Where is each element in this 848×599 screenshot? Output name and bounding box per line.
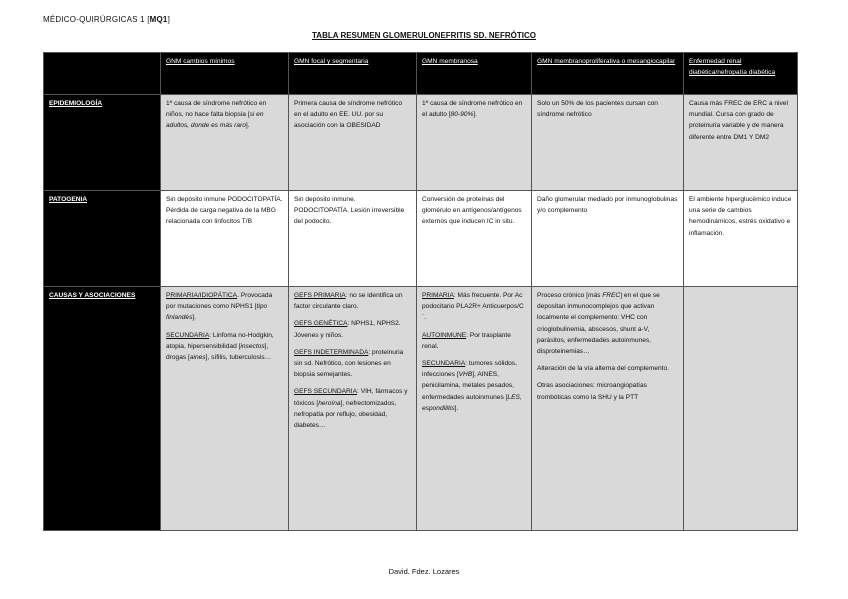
table-cell: 1ª causa de síndrome nefrótico en el adulto [80-90%]. (417, 95, 532, 191)
table-cell (161, 287, 289, 531)
course-code: MQ1 (149, 15, 168, 24)
corner-cell (44, 53, 161, 95)
table-cell: El ambiente hiperglucémico induce una serie de cambios hemodinámicos, estrés oxidativo e inflamación. (684, 191, 798, 287)
table-cell (684, 287, 798, 531)
column-header: GNM cambios mínimos (161, 53, 289, 95)
column-header: GMN focal y segmentaria (289, 53, 417, 95)
row-header: PATOGENIA (44, 191, 161, 287)
paragraph: Otras asociaciones: microangiopatías trombóticas como la SHU y la PTT (537, 382, 647, 401)
row-header: EPIDEMIOLOGÍA (44, 95, 161, 191)
table-row-causas (44, 287, 798, 531)
course-prefix: MÉDICO-QUIRÚRGICAS 1 [ (43, 15, 150, 24)
paragraph: AUTOINMUNE: Por trasplante renal. (422, 331, 511, 350)
paragraph: Proceso crónico [más FREC] en el que se depositan inmunocomplejos que activan localmente el complemento: VHC con crioglobulinemia, abscesos, shunt a-V, parásitos, enfermedades autoinmunes, disproteinemias… (537, 292, 660, 356)
column-header: GMN membranosa (417, 53, 532, 95)
table-cell (417, 287, 532, 531)
row-header: CAUSAS Y ASOCIACIONES (44, 287, 161, 531)
course-header (43, 15, 170, 24)
column-header: Enfermedad renal diabética/nefropatía diabética (684, 53, 798, 95)
paragraph: GEFS GENÉTICA: NPHS1, NPHS2. Jóvenes y niños. (294, 320, 401, 339)
summary-table (43, 52, 798, 531)
footer-author: David. Fdez. Lozares (388, 567, 460, 576)
table-cell: Solo un 50% de los pacientes cursan con síndrome nefrótico (532, 95, 684, 191)
table-cell: Conversión de proteínas del glomérulo en antígenos/antígenos externos que inducen IC in situ. (417, 191, 532, 287)
page-title: TABLA RESUMEN GLOMERULONEFRITIS SD. NEFRÓTICO (312, 31, 536, 40)
table-cell: Sin depósito inmune PODOCITOPATÍA. Pérdida de carga negativa de la MBG relacionada con linfocitos T/B (161, 191, 289, 287)
table-cell: Sin depósito inmune. PODOCITOPATÍA. Lesión irreversible del podocito. (289, 191, 417, 287)
paragraph: Alteración de la vía alterna del complemento. (537, 365, 669, 373)
table-cell: Daño glomerular mediado por inmunoglobulinas y/o complemento (532, 191, 684, 287)
paragraph: SECUNDARIA: Linfoma no-Hodgkin, atopia, hipersensibilidad [insectos], drogas [aines], sífilis, tuberculosis… (166, 331, 274, 362)
paragraph: SECUNDARIA: tumores sólidos, infecciones [VHB], AINES, penicilamina, metales pesados, enfermedades autoinmunes [LES, espondilitis]. (422, 360, 522, 412)
table-cell: Causa más FREC de ERC a nivel mundial. Cursa con grado de proteinuria variable y de manera diferente entre DM1 Y DM2 (684, 95, 798, 191)
paragraph: PRIMARIA: Más frecuente. Por Ac podocitario PLA2R+ Anticuerpos/C´. (422, 292, 524, 322)
paragraph: GEFS SECUNDARIA: VIH, fármacos y tóxicos [heroína], nefrectomizados, nefropatía por reflujo, obesidad, diabetes… (294, 388, 408, 430)
table-row-epidemiologia (44, 95, 798, 191)
table-header-row (44, 53, 798, 95)
paragraph: GEFS INDETERMINADA: proteinuria sin sd. Nefrótico, con lesiones en biopsia semejantes. (294, 348, 404, 379)
table-cell (532, 287, 684, 531)
paragraph: GEFS PRIMARIA: no se identifica un factor circulante claro. (294, 292, 403, 311)
table-cell: 1ª causa de síndrome nefrótico en niños, no hace falta biopsia [si en adultos, donde es más raro]. (161, 95, 289, 191)
table-cell (289, 287, 417, 531)
paragraph: PRIMARIA/IDIOPÁTICA. Provocada por mutaciones como NPHS1 [tipo finlandés]. (166, 292, 273, 322)
course-suffix: ] (167, 15, 171, 24)
column-header: GMN membranoproliferativa o mesangiocapilar (532, 53, 684, 95)
table-row-patogenia (44, 191, 798, 287)
table-cell: Primera causa de síndrome nefrótico en el adulto en EE. UU. por su asociación con la OBESIDAD (289, 95, 417, 191)
